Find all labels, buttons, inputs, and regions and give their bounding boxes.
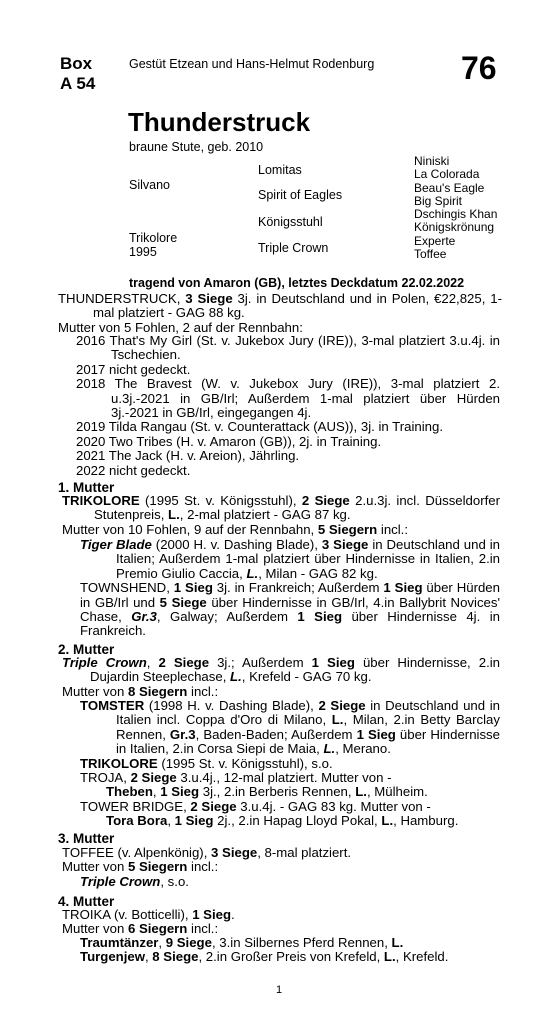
section-1 [62, 494, 500, 537]
produce-item: 2016 That's My Girl (St. v. Jukebox Jury (IRE)), 3-mal platziert 3.u.4j. in Tschechien. [76, 333, 500, 363]
text: , 2-mal platziert - GAG 87 kg. [179, 507, 351, 523]
produce-item: 2020 Two Tribes (H. v. Amaron (GB)), 2j. in Training. [76, 433, 382, 449]
winners-count: 8 Siegern [127, 683, 188, 699]
text: TOWNSHEND, [80, 580, 174, 596]
section-3-progeny [80, 875, 189, 889]
produce-item: 2017 nicht gedeckt. [76, 361, 191, 377]
text: 2.u.3j. incl. Düsseldorfer Stutenpreis, [94, 493, 500, 523]
text: , [146, 655, 159, 670]
text: TOWER BRIDGE, [80, 798, 191, 814]
text: in Deutschland und in Italien; Außerdem 1-mal platziert über Hindernisse in Italien, 2.in Premio Giulio Caccia, [116, 537, 500, 581]
section-1-progeny [80, 538, 500, 639]
main-entry-wins: 3 Siege [185, 291, 233, 306]
pedigree-sire-dam: Spirit of Eagles [258, 188, 343, 202]
section-3 [62, 846, 351, 875]
produce-item: 2021 The Jack (H. v. Areion), Jährling. [76, 448, 300, 464]
winners-count: 6 Siegern [127, 921, 188, 937]
text: über Hindernisse, 2.in Dujardin Steeplechase, [90, 655, 501, 685]
text: , 2.in Großer Preis von Krefeld, [198, 949, 384, 965]
progeny-name: Tiger Blade [80, 537, 152, 552]
winners-count: 5 Siegern [317, 521, 378, 537]
produce-item: 2019 Tilda Rangau (St. v. Counterattack (AUS)), 3j. in Training. [76, 419, 443, 435]
wins: 3 Siege [211, 845, 258, 860]
section-4 [62, 908, 235, 937]
wins: 2 Siege [190, 798, 237, 814]
produce-item: 2018 The Bravest (W. v. Jukebox Jury (IRE)), 3-mal platziert 2. u.3j.-2021 in GB/Irl; Außerdem 1-mal platziert über Hürden 3j.-2021 in GB/Irl, eingegangen 4j. [76, 376, 500, 421]
pedigree-sire: Silvano [129, 178, 170, 192]
wins: 1 Sieg [174, 813, 214, 829]
progeny-troja [80, 771, 500, 785]
page-number: 1 [276, 984, 283, 996]
text: über Hindernisse 4j. in Frankreich. [80, 609, 500, 639]
text: incl.: [377, 521, 409, 537]
listed: L. [168, 507, 180, 523]
text: incl.: [187, 683, 219, 699]
wins: 1 Sieg [192, 907, 232, 922]
wins: 1 Sieg [383, 580, 423, 596]
consignor: Gestüt Etzean und Hans-Helmut Rodenburg [129, 57, 375, 71]
text: incl.: [187, 859, 219, 875]
wins: 2 Siege [318, 698, 366, 713]
text: (1995 St. v. Königsstuhl), [139, 493, 302, 508]
progeny-theben [80, 785, 500, 799]
text: in Deutschland und in Italien incl. Coppa d'Oro di Milano, [116, 698, 501, 728]
text: , Baden-Baden; Außerdem [195, 726, 357, 742]
pedigree-g3-item: Big Spirit [414, 193, 463, 208]
main-entry-dam-of: Mutter von 5 Fohlen, 2 auf der Rennbahn: [58, 319, 303, 335]
progeny-name: Turgenjew [80, 949, 145, 965]
main-entry-name: THUNDERSTRUCK, [58, 291, 181, 306]
text: 3.u.4j., 12-mal platziert. Mutter von - [176, 770, 392, 786]
dam-1-dam-of [62, 523, 500, 537]
progeny-traumtaenzer [80, 936, 448, 950]
pedigree-dam-sire: Königsstuhl [258, 215, 323, 229]
progeny-name: TOMSTER [80, 698, 145, 713]
text: (1998 H. v. Dashing Blade), [144, 698, 319, 713]
wins: 2 Siege [301, 493, 350, 508]
listed: L. [246, 565, 259, 581]
pedigree-g3-item: La Colorada [414, 167, 480, 182]
text: 3j.; Außerdem [209, 655, 312, 670]
text: , Milan, 2.in Betty Barclay Rennen, [116, 712, 500, 742]
listed: L. [323, 741, 336, 757]
text: 2j., 2.in Hapag Lloyd Pokal, [213, 813, 382, 829]
progeny-name: TRIKOLORE [80, 755, 158, 771]
box-label [60, 54, 95, 94]
group: Gr.3 [169, 726, 196, 742]
progeny-tomster [80, 699, 500, 757]
pedigree-dam: Trikolore [129, 231, 178, 245]
progeny-tora-bora [80, 814, 500, 828]
box-label-line1: Box [60, 54, 93, 73]
wins: 1 Sieg [356, 726, 396, 742]
text: , [167, 813, 175, 829]
section-heading-1: 1. Mutter [58, 480, 115, 495]
wins: 2 Siege [158, 655, 210, 670]
pedigree-g3-item: Niniski [414, 154, 450, 168]
section-4-progeny [80, 936, 448, 965]
wins: 1 Sieg [160, 784, 200, 800]
wins: 8 Siege [152, 949, 199, 965]
listed: L. [331, 712, 344, 728]
wins: 1 Sieg [311, 655, 355, 670]
progeny-trikolore [80, 757, 500, 771]
produce-item: 2022 nicht gedeckt. [76, 462, 191, 478]
horse-name: Thunderstruck [128, 107, 311, 137]
group: Gr.3 [131, 609, 157, 625]
main-entry-text: 3j. in Deutschland und in Polen, €22,825, 1-mal platziert - GAG 88 kg. [93, 291, 502, 321]
text: TROIKA (v. Botticelli), [62, 907, 193, 922]
wins: 1 Sieg [297, 609, 342, 625]
progeny-turgenjew [80, 950, 448, 964]
progeny-townshend [80, 581, 500, 639]
text: Mutter von 10 Fohlen, 9 auf der Rennbahn, [62, 521, 318, 537]
section-heading-4: 4. Mutter [58, 894, 115, 909]
dam-4-record [62, 908, 235, 922]
dam-2-name: Triple Crown [62, 655, 147, 670]
wins: 5 Siege [159, 594, 207, 610]
progeny-tower-bridge [80, 800, 500, 814]
text: 3j. in Frankreich; Außerdem [212, 580, 384, 596]
pedigree-g3-item: Dschingis Khan [414, 207, 498, 222]
text: , Hamburg. [393, 813, 459, 829]
horse-description: braune Stute, geb. 2010 [129, 140, 264, 154]
main-entry-record [58, 292, 502, 321]
progeny-tiger-blade [80, 538, 500, 581]
text: , Mülheim. [366, 784, 428, 800]
text: . [231, 907, 235, 922]
text: incl.: [187, 921, 219, 937]
text: , 3.in Silbernes Pferd Rennen, [211, 935, 392, 950]
section-heading-3: 3. Mutter [58, 831, 115, 846]
text: TROJA, [80, 770, 131, 786]
wins: 2 Siege [130, 770, 177, 786]
text: über Hindernisse in GB/Irl, 4.in Ballybrit Novices' Chase, [80, 594, 500, 625]
progeny-name: Triple Crown [80, 874, 161, 889]
box-label-line2: A 54 [60, 74, 96, 93]
progeny-name: Tora Bora [106, 813, 168, 829]
dam-1-record [62, 494, 500, 523]
listed: L. [391, 935, 404, 950]
text: , [158, 935, 166, 950]
pedigree-g3-item: Toffee [414, 247, 447, 262]
text: Mutter von [62, 859, 128, 875]
winners-count: 5 Siegern [127, 859, 188, 875]
text: Mutter von [62, 683, 128, 699]
listed: L. [230, 669, 242, 685]
text: , Milan - GAG 82 kg. [258, 565, 378, 581]
pedigree-g3-item: Beau's Eagle [414, 180, 485, 195]
pedigree-third-generation [414, 155, 497, 261]
section-2-progeny [80, 699, 500, 829]
text: (1995 St. v. Königsstuhl), s.o. [157, 755, 333, 771]
section-heading-2: 2. Mutter [58, 642, 115, 657]
dam-1-name: TRIKOLORE [62, 493, 140, 508]
pedigree-dam-dam: Triple Crown [258, 241, 329, 255]
progeny-triple-crown [80, 875, 189, 889]
pedigree-dam-year: 1995 [129, 245, 157, 259]
pedigree-g3-item: Experte [414, 233, 456, 248]
main-entry [58, 292, 502, 335]
pedigree-g3-item: Königskrönung [414, 220, 495, 235]
text: , Merano. [335, 741, 391, 757]
text: , Galway; Außerdem [156, 609, 298, 625]
progeny-name: Traumtänzer [80, 935, 159, 950]
listed: L. [355, 784, 367, 800]
pedigree-sire-sire: Lomitas [258, 163, 302, 177]
dam-3-dam-of [62, 860, 351, 874]
text: , [152, 784, 161, 800]
text: , [144, 949, 153, 965]
wins: 3 Siege [321, 537, 369, 552]
covering-info: tragend von Amaron (GB), letztes Deckdatum 22.02.2022 [129, 276, 465, 290]
text: , Krefeld. [395, 949, 449, 965]
produce-list [76, 334, 500, 478]
text: TOFFEE (v. Alpenkönig), [62, 845, 212, 860]
listed: L. [383, 949, 396, 965]
text: , s.o. [160, 874, 189, 889]
text: , 8-mal platziert. [257, 845, 352, 860]
text: (2000 H. v. Dashing Blade), [151, 537, 322, 552]
section-2 [62, 656, 500, 699]
listed: L. [381, 813, 394, 829]
wins: 9 Siege [165, 935, 212, 950]
text: 3j., 2.in Berberis Rennen, [199, 784, 356, 800]
text: Mutter von [62, 921, 128, 937]
text: 3.u.4j. - GAG 83 kg. Mutter von - [236, 798, 431, 814]
progeny-name: Theben [106, 784, 153, 800]
text: , Krefeld - GAG 70 kg. [241, 669, 372, 685]
lot-number: 76 [461, 50, 497, 86]
text: über Hindernisse in Italien, 2.in Corsa Siepi de Maia, [116, 726, 500, 757]
wins: 1 Sieg [173, 580, 213, 596]
text: über Hürden in GB/Irl und [80, 580, 500, 610]
dam-3-record [62, 846, 351, 860]
dam-2-record [62, 656, 500, 685]
